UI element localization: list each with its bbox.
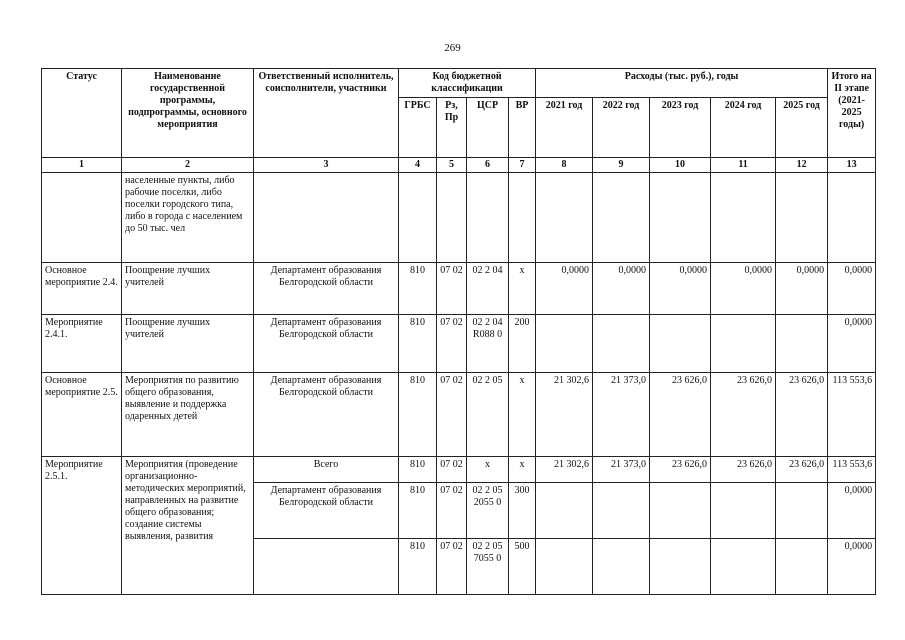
- column-number: 5: [437, 158, 467, 173]
- row-2023: [650, 315, 711, 373]
- column-number: 2: [122, 158, 254, 173]
- row-rz-pr: [437, 173, 467, 263]
- row-vr: 300: [509, 483, 536, 539]
- row-rz-pr: 07 02: [437, 315, 467, 373]
- row-csr: 02 2 04: [467, 263, 509, 315]
- row-2023: [650, 483, 711, 539]
- header-2021: 2021 год: [536, 98, 593, 158]
- row-2023: [650, 539, 711, 595]
- row-status: Мероприятие 2.5.1.: [42, 457, 122, 595]
- row-status: Основное мероприятие 2.4.: [42, 263, 122, 315]
- row-grbs: [399, 173, 437, 263]
- row-grbs: 810: [399, 483, 437, 539]
- header-vr: ВР: [509, 98, 536, 158]
- row-responsible: Департамент образования Белгородской области: [254, 263, 399, 315]
- row-2025: [776, 315, 828, 373]
- header-grbs: ГРБС: [399, 98, 437, 158]
- row-2024: 23 626,0: [711, 457, 776, 483]
- row-total: [828, 173, 876, 263]
- header-status: Статус: [42, 69, 122, 158]
- column-number: 8: [536, 158, 593, 173]
- row-2024: 23 626,0: [711, 373, 776, 457]
- row-2023: 23 626,0: [650, 457, 711, 483]
- row-2024: [711, 539, 776, 595]
- column-number: 9: [593, 158, 650, 173]
- header-expenses: Расходы (тыс. руб.), годы: [536, 69, 828, 98]
- table-row: [42, 457, 876, 483]
- row-2025: [776, 483, 828, 539]
- row-vr: х: [509, 263, 536, 315]
- column-number: 1: [42, 158, 122, 173]
- row-total: 0,0000: [828, 539, 876, 595]
- row-csr: 02 2 05 2055 0: [467, 483, 509, 539]
- row-csr: 02 2 05: [467, 373, 509, 457]
- row-grbs: 810: [399, 315, 437, 373]
- row-2023: 0,0000: [650, 263, 711, 315]
- row-2021: [536, 315, 593, 373]
- row-grbs: 810: [399, 373, 437, 457]
- row-grbs: 810: [399, 539, 437, 595]
- column-number: 12: [776, 158, 828, 173]
- table-row: [42, 263, 876, 315]
- row-grbs: 810: [399, 457, 437, 483]
- row-total: 0,0000: [828, 315, 876, 373]
- row-2021: [536, 173, 593, 263]
- row-responsible: [254, 173, 399, 263]
- page-number: 269: [444, 42, 461, 54]
- column-number: 4: [399, 158, 437, 173]
- row-vr: [509, 173, 536, 263]
- row-csr: [467, 173, 509, 263]
- row-2022: [593, 483, 650, 539]
- row-2024: [711, 483, 776, 539]
- row-2022: [593, 539, 650, 595]
- row-responsible: Департамент образования Белгородской области: [254, 315, 399, 373]
- row-2021: 21 302,6: [536, 373, 593, 457]
- budget-table: [41, 68, 876, 595]
- row-total: 113 553,6: [828, 373, 876, 457]
- row-status: Основное мероприятие 2.5.: [42, 373, 122, 457]
- column-number: 6: [467, 158, 509, 173]
- row-vr: х: [509, 373, 536, 457]
- row-csr: 02 2 05 7055 0: [467, 539, 509, 595]
- row-name: Мероприятия (проведение организационно-методических мероприятий, направленных на развитие общего образования; создание системы выявления, развития: [122, 457, 254, 595]
- header-2022: 2022 год: [593, 98, 650, 158]
- row-name: Мероприятия по развитию общего образования, выявление и поддержка одаренных детей: [122, 373, 254, 457]
- row-vr: 500: [509, 539, 536, 595]
- column-number: 11: [711, 158, 776, 173]
- row-vr: х: [509, 457, 536, 483]
- row-grbs: 810: [399, 263, 437, 315]
- row-rz-pr: 07 02: [437, 457, 467, 483]
- row-csr: 02 2 04 R088 0: [467, 315, 509, 373]
- row-2022: 0,0000: [593, 263, 650, 315]
- header-rz-pr: Рз, Пр: [437, 98, 467, 158]
- row-2022: 21 373,0: [593, 457, 650, 483]
- row-vr: 200: [509, 315, 536, 373]
- row-rz-pr: 07 02: [437, 483, 467, 539]
- header-responsible: Ответственный исполнитель, соисполнители, участники: [254, 69, 399, 158]
- row-2025: [776, 539, 828, 595]
- row-2021: [536, 539, 593, 595]
- table-row: [42, 373, 876, 457]
- header-2024: 2024 год: [711, 98, 776, 158]
- row-2021: [536, 483, 593, 539]
- row-responsible: Департамент образования Белгородской области: [254, 373, 399, 457]
- row-2024: [711, 173, 776, 263]
- header-2025: 2025 год: [776, 98, 828, 158]
- row-2021: 21 302,6: [536, 457, 593, 483]
- header-2023: 2023 год: [650, 98, 711, 158]
- row-total: 0,0000: [828, 483, 876, 539]
- header-total: Итого на II этапе (2021-2025 годы): [828, 69, 876, 158]
- header-csr: ЦСР: [467, 98, 509, 158]
- row-rz-pr: 07 02: [437, 373, 467, 457]
- row-2022: 21 373,0: [593, 373, 650, 457]
- row-responsible: [254, 539, 399, 595]
- row-csr: х: [467, 457, 509, 483]
- row-status: Мероприятие 2.4.1.: [42, 315, 122, 373]
- row-2022: [593, 315, 650, 373]
- column-number: 3: [254, 158, 399, 173]
- row-total: 0,0000: [828, 263, 876, 315]
- row-2021: 0,0000: [536, 263, 593, 315]
- header-name: Наименование государственной программы, подпрограммы, основного мероприятия: [122, 69, 254, 158]
- row-rz-pr: 07 02: [437, 539, 467, 595]
- row-2024: [711, 315, 776, 373]
- row-rz-pr: 07 02: [437, 263, 467, 315]
- row-2025: 23 626,0: [776, 373, 828, 457]
- row-status: [42, 173, 122, 263]
- table-row: [42, 315, 876, 373]
- row-name: Поощрение лучших учителей: [122, 315, 254, 373]
- row-2025: 23 626,0: [776, 457, 828, 483]
- row-name: Поощрение лучших учителей: [122, 263, 254, 315]
- row-2022: [593, 173, 650, 263]
- column-numbers-row: [42, 158, 876, 173]
- row-total: 113 553,6: [828, 457, 876, 483]
- row-2024: 0,0000: [711, 263, 776, 315]
- row-2025: [776, 173, 828, 263]
- row-responsible: Всего: [254, 457, 399, 483]
- header-budget-code: Код бюджетной классификации: [399, 69, 536, 98]
- row-2023: [650, 173, 711, 263]
- column-number: 13: [828, 158, 876, 173]
- column-number: 7: [509, 158, 536, 173]
- row-name: населенные пункты, либо рабочие поселки, либо поселки городского типа, либо в города с населением до 50 тыс. чел: [122, 173, 254, 263]
- row-2025: 0,0000: [776, 263, 828, 315]
- row-responsible: Департамент образования Белгородской области: [254, 483, 399, 539]
- table-row: [42, 173, 876, 263]
- row-2023: 23 626,0: [650, 373, 711, 457]
- column-number: 10: [650, 158, 711, 173]
